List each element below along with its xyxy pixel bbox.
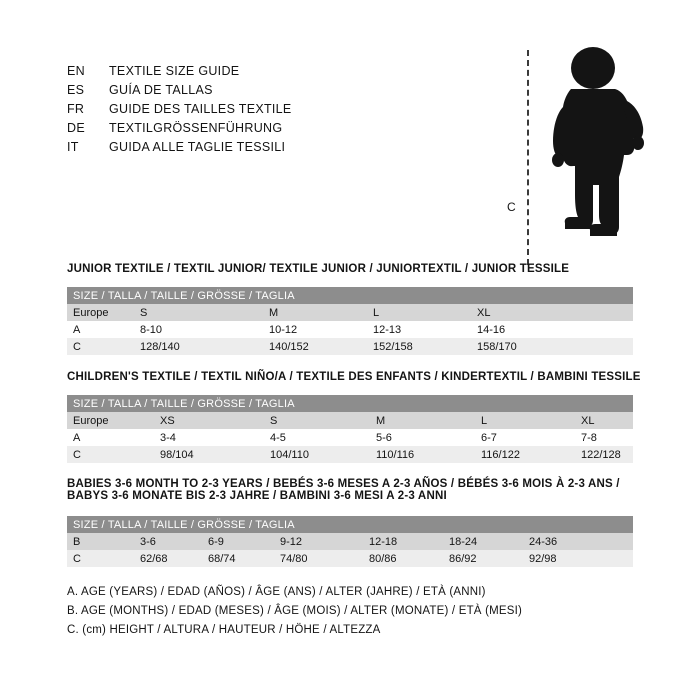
cell: S	[140, 304, 269, 321]
cell: S	[270, 412, 376, 429]
language-code: DE	[67, 121, 85, 135]
cell: L	[373, 304, 477, 321]
cell: 12-13	[373, 321, 477, 338]
cell: 4-5	[270, 429, 376, 446]
language-title: TEXTILGRÖSSENFÜHRUNG	[109, 121, 283, 135]
cell: 12-18	[369, 533, 449, 550]
cell: L	[481, 412, 581, 429]
cell: 6-9	[208, 533, 280, 550]
cell: 5-6	[376, 429, 481, 446]
cell: 3-4	[160, 429, 270, 446]
cell: 10-12	[269, 321, 373, 338]
legend-item-age-months: B. AGE (MONTHS) / EDAD (MESES) / ÂGE (MOIS) / ALTER (MONATE) / ETÀ (MESI)	[67, 605, 523, 617]
cell: 116/122	[481, 446, 581, 463]
table-header-row	[67, 395, 633, 412]
row-label: A	[67, 429, 160, 446]
children-size-table	[67, 395, 633, 463]
cell: 86/92	[449, 550, 529, 567]
legend-item-age-years: A. AGE (YEARS) / EDAD (AÑOS) / ÂGE (ANS) / ALTER (JAHRE) / ETÀ (ANNI)	[67, 586, 486, 598]
row-label: Europe	[67, 412, 160, 429]
table-row	[67, 338, 633, 355]
language-title: GUIDE DES TAILLES TEXTILE	[109, 102, 292, 116]
junior-size-table	[67, 287, 633, 355]
table-row	[67, 429, 633, 446]
cell: 9-12	[280, 533, 369, 550]
language-row	[67, 83, 467, 102]
cell: 7-8	[581, 429, 633, 446]
cell: 152/158	[373, 338, 477, 355]
size-header-label: SIZE / TALLA / TAILLE / GRÖSSE / TAGLIA	[67, 287, 633, 304]
row-label: B	[67, 533, 140, 550]
height-measure-label: C	[507, 200, 516, 214]
row-label: C	[67, 550, 140, 567]
language-code: ES	[67, 83, 85, 97]
language-code: EN	[67, 64, 85, 78]
language-row	[67, 140, 467, 159]
language-row	[67, 121, 467, 140]
cell: M	[376, 412, 481, 429]
cell: 110/116	[376, 446, 481, 463]
cell: 128/140	[140, 338, 269, 355]
cell: 68/74	[208, 550, 280, 567]
language-row	[67, 64, 467, 83]
cell: 140/152	[269, 338, 373, 355]
table-row	[67, 446, 633, 463]
section-title-babies	[67, 478, 620, 502]
cell: 104/110	[270, 446, 376, 463]
cell: 24-36	[529, 533, 633, 550]
section-title-junior: JUNIOR TEXTILE / TEXTIL JUNIOR/ TEXTILE JUNIOR / JUNIORTEXTIL / JUNIOR TESSILE	[67, 263, 570, 275]
cell: 74/80	[280, 550, 369, 567]
size-header-label: SIZE / TALLA / TAILLE / GRÖSSE / TAGLIA	[67, 516, 633, 533]
cell: 3-6	[140, 533, 208, 550]
cell: 158/170	[477, 338, 633, 355]
cell: XS	[160, 412, 270, 429]
language-row	[67, 102, 467, 121]
section-title-children: CHILDREN'S TEXTILE / TEXTIL NIÑO/A / TEXTILE DES ENFANTS / KINDERTEXTIL / BAMBINI TESSILE	[67, 371, 641, 383]
cell: XL	[581, 412, 633, 429]
table-row	[67, 304, 633, 321]
cell: 62/68	[140, 550, 208, 567]
table-row	[67, 533, 633, 550]
cell: 6-7	[481, 429, 581, 446]
language-code: FR	[67, 102, 85, 116]
language-title: GUÍA DE TALLAS	[109, 83, 213, 97]
table-header-row	[67, 287, 633, 304]
size-header-label: SIZE / TALLA / TAILLE / GRÖSSE / TAGLIA	[67, 395, 633, 412]
row-label: Europe	[67, 304, 140, 321]
table-row	[67, 550, 633, 567]
table-row	[67, 412, 633, 429]
child-silhouette-icon	[535, 45, 655, 270]
cell: 122/128	[581, 446, 633, 463]
cell: M	[269, 304, 373, 321]
row-label: A	[67, 321, 140, 338]
row-label: C	[67, 338, 140, 355]
language-header-block	[67, 64, 467, 159]
height-measure-line	[527, 50, 529, 265]
cell: XL	[477, 304, 633, 321]
babies-size-table	[67, 516, 633, 567]
legend-item-height: C. (cm) HEIGHT / ALTURA / HAUTEUR / HÖHE / ALTEZZA	[67, 624, 381, 636]
language-title: TEXTILE SIZE GUIDE	[109, 64, 240, 78]
cell: 18-24	[449, 533, 529, 550]
table-row	[67, 321, 633, 338]
section-title-babies-line1: BABIES 3-6 MONTH TO 2-3 YEARS / BEBÉS 3-6 MESES A 2-3 AÑOS / BÉBÉS 3-6 MOIS À 2-3 ANS /	[67, 478, 620, 490]
legend-block	[67, 586, 522, 643]
cell: 14-16	[477, 321, 633, 338]
table-header-row	[67, 516, 633, 533]
language-title: GUIDA ALLE TAGLIE TESSILI	[109, 140, 286, 154]
cell: 98/104	[160, 446, 270, 463]
language-code: IT	[67, 140, 79, 154]
figure-area	[495, 45, 660, 270]
cell: 80/86	[369, 550, 449, 567]
cell: 8-10	[140, 321, 269, 338]
section-title-babies-line2: BABYS 3-6 MONATE BIS 2-3 JAHRE / BAMBINI 3-6 MESI A 2-3 ANNI	[67, 490, 447, 502]
cell: 92/98	[529, 550, 633, 567]
row-label: C	[67, 446, 160, 463]
